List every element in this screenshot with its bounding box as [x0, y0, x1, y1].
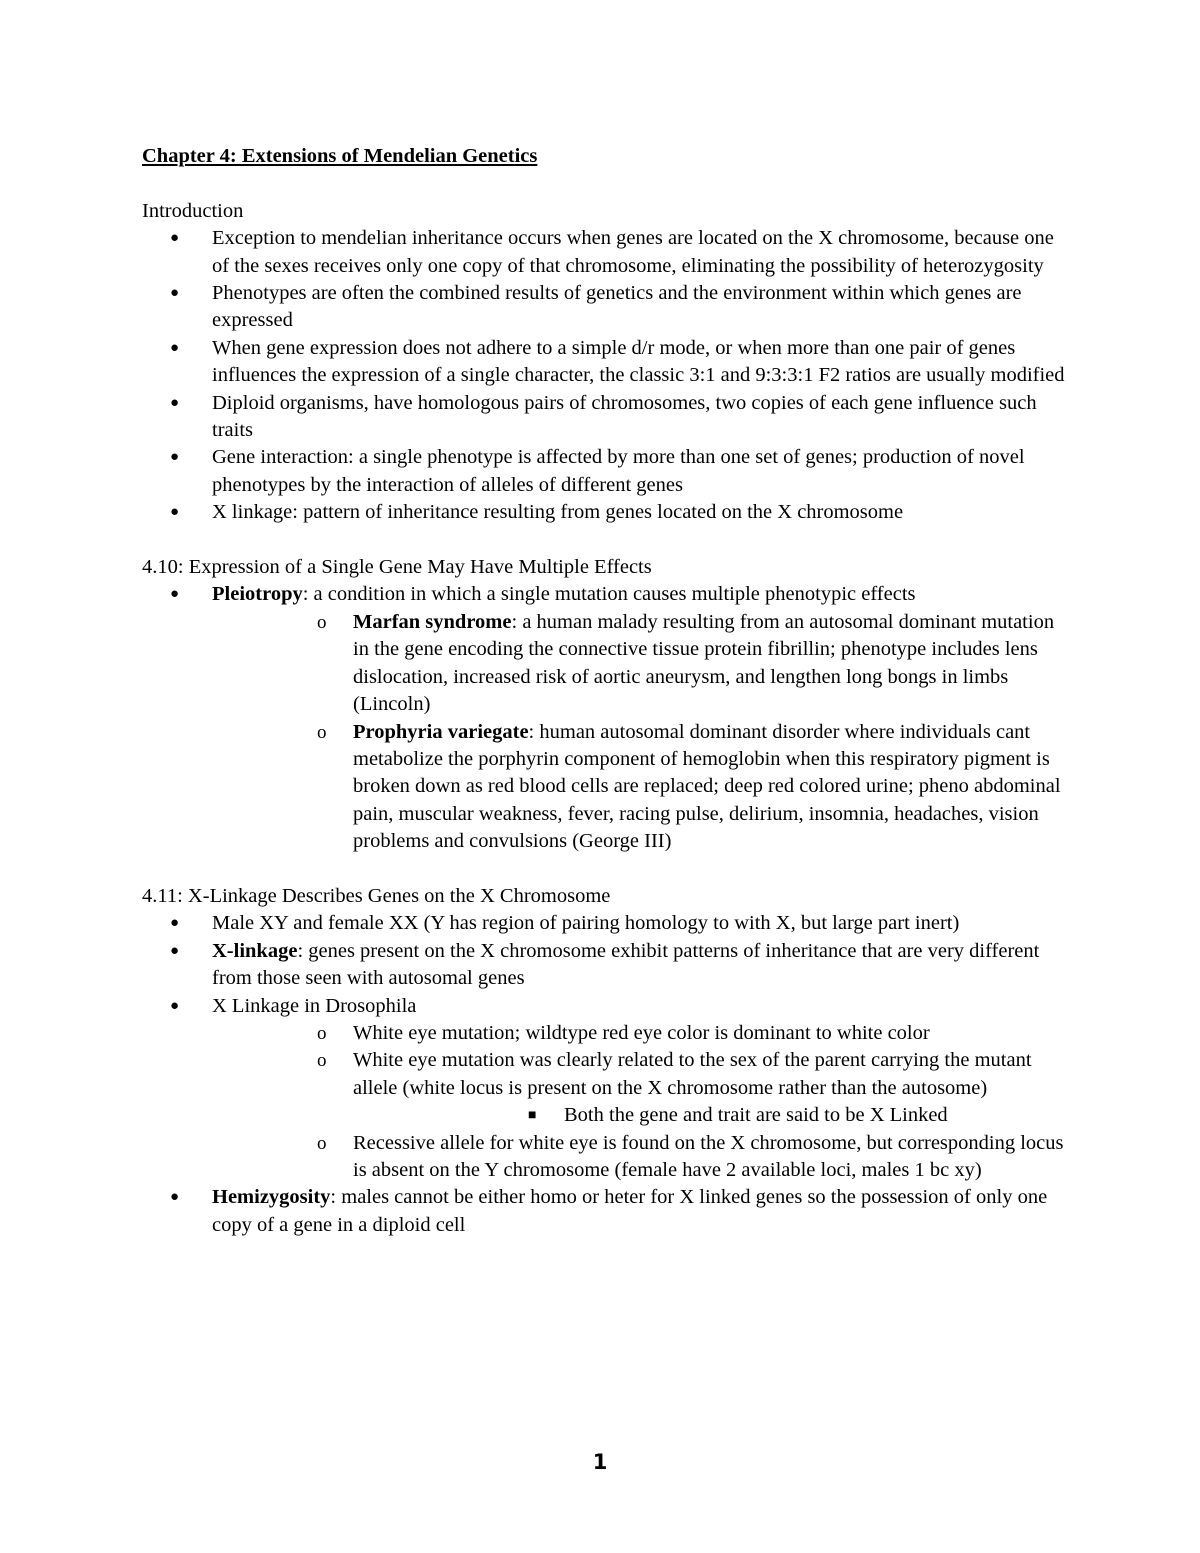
section-4-10 [142, 554, 1072, 855]
list-item-text: Diploid organisms, have homologous pairs of chromosomes, two copies of each gene influence such traits [212, 391, 1037, 442]
list-item-text: Recessive allele for white eye is found on the X chromosome, but corresponding locus is absent on the Y chromosome (female have 2 available loci, males 1 bc xy) [353, 1131, 1064, 1181]
drosophila-sublist [212, 1020, 1072, 1184]
bullet-icon: ● [170, 504, 180, 521]
list-item [212, 1047, 1072, 1129]
list-item-text: Gene interaction: a single phenotype is affected by more than one set of genes; production of novel phenotypes by the interaction of alleles of different genes [212, 446, 1025, 496]
bullet-icon: ● [170, 586, 180, 603]
circle-bullet-icon: o [317, 1132, 327, 1154]
term-marfan-syndrome: Marfan syndrome [353, 610, 512, 633]
term-hemizygosity: Hemizygosity [212, 1186, 331, 1209]
term-x-linkage: X-linkage [212, 939, 298, 962]
white-eye-sublist [353, 1102, 1072, 1129]
list-item [142, 335, 1072, 390]
list-item-prophyria [212, 719, 1072, 856]
circle-bullet-icon: o [317, 721, 327, 743]
section-heading-4-11: 4.11: X-Linkage Describes Genes on the X Chromosome [142, 884, 611, 907]
list-item-marfan [212, 609, 1072, 719]
bullet-icon: ● [170, 449, 180, 466]
section-heading-introduction: Introduction [142, 199, 244, 222]
list-item-pleiotropy [142, 581, 1072, 855]
circle-bullet-icon: o [317, 1050, 327, 1072]
intro-bullet-list [142, 225, 1072, 526]
list-item-x-linkage [142, 938, 1072, 993]
bullet-icon: ● [170, 394, 180, 411]
list-item [212, 1020, 1072, 1047]
page-number: 1 [592, 1450, 608, 1474]
section-4-11-list [142, 910, 1072, 1239]
term-prophyria-variegate: Prophyria variegate [353, 720, 529, 743]
list-item-text: Phenotypes are often the combined results of genetics and the environment within which genes are expressed [212, 282, 1022, 332]
section-4-11 [142, 883, 1072, 1239]
square-bullet-icon: ■ [528, 1108, 537, 1124]
section-heading-4-10: 4.10: Expression of a Single Gene May Have Multiple Effects [142, 556, 652, 579]
circle-bullet-icon: o [317, 1022, 327, 1044]
bullet-icon: ● [170, 915, 180, 932]
definition-text: : human autosomal dominant disorder where individuals cant metabolize the porphyrin component of hemoglobin when this respiratory pigment is broken down as red blood cells are replaced; deep red colored urine; pheno abdominal pain, muscular weakness, fever, racing pulse, delirium, insomnia, headaches, vision problems and convulsions (George III) [353, 720, 1061, 853]
bullet-icon: ● [170, 942, 180, 959]
definition-text: : genes present on the X chromosome exhibit patterns of inheritance that are very different from those seen with autosomal genes [212, 939, 1040, 990]
pleiotropy-sublist [212, 609, 1072, 856]
chapter-title: Chapter 4: Extensions of Mendelian Genetics [142, 145, 538, 167]
list-item [212, 1130, 1072, 1185]
bullet-icon: ● [170, 1189, 180, 1206]
definition-text: : a human malady resulting from an autosomal dominant mutation in the gene encoding the connective tissue protein fibrillin; phenotype includes lens dislocation, increased risk of aortic aneurysm, and lengthen long bongs in limbs (Lincoln) [353, 610, 1055, 716]
section-4-10-list [142, 581, 1072, 855]
list-item-text: When gene expression does not adhere to a simple d/r mode, or when more than one pair of genes influences the expression of a single character, the classic 3:1 and 9:3:3:1 F2 ratios are usually modified [212, 336, 1065, 387]
bullet-icon: ● [170, 339, 180, 356]
list-item [142, 390, 1072, 445]
page-content [142, 143, 1072, 1267]
definition-text: : a condition in which a single mutation causes multiple phenotypic effects [302, 583, 916, 606]
list-item-drosophila [142, 993, 1072, 1185]
list-item-text: Exception to mendelian inheritance occurs when genes are located on the X chromosome, because one of the sexes receives only one copy of that chromosome, eliminating the possibility of heterozygosity [212, 227, 1054, 277]
circle-bullet-icon: o [317, 611, 327, 633]
bullet-icon: ● [170, 230, 180, 247]
list-item [142, 910, 1072, 937]
list-item-text: White eye mutation was clearly related to the sex of the parent carrying the mutant allele (white locus is present on the X chromosome rather than the autosome) [353, 1049, 1032, 1099]
list-item-text: X Linkage in Drosophila [212, 994, 417, 1017]
list-item [142, 444, 1072, 499]
list-item-text: Both the gene and trait are said to be X Linked [564, 1104, 948, 1127]
list-item-text: White eye mutation; wildtype red eye color is dominant to white color [353, 1021, 930, 1044]
list-item-text: X linkage: pattern of inheritance resulting from genes located on the X chromosome [212, 501, 904, 524]
list-item-hemizygosity [142, 1184, 1072, 1239]
section-introduction [142, 198, 1072, 527]
list-item [142, 225, 1072, 280]
list-item [142, 499, 1072, 526]
bullet-icon: ● [170, 997, 180, 1014]
list-item [142, 280, 1072, 335]
term-pleiotropy: Pleiotropy [212, 583, 303, 606]
list-item [353, 1102, 1072, 1129]
list-item-text: Male XY and female XX (Y has region of pairing homology to with X, but large part inert) [212, 912, 960, 935]
bullet-icon: ● [170, 285, 180, 302]
definition-text: : males cannot be either homo or heter for X linked genes so the possession of only one copy of a gene in a diploid cell [212, 1186, 1048, 1236]
